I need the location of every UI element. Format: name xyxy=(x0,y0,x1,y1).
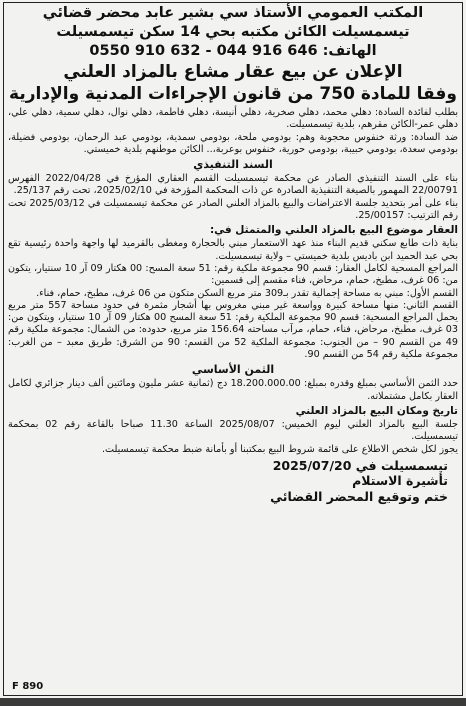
signature-sign: ختم وتوقيع المحضر القضائي xyxy=(270,488,448,504)
price-paragraph: حدد الثمن الأساسي بمبلغ وقدره بمبلغ: 18.200.000.00 دج (ثمانية عشر مليون ومائتين ألف دينار جزائري لكامل العقار بكامل مشتملاته. xyxy=(8,378,459,402)
office-address: تيسمسيلت الكائن مكتبه بحي 14 سكن تيسمسيلت xyxy=(56,24,410,40)
executive-paragraph-1: بناء على السند التنفيذي الصادر عن محكمة تيسمسيلت القسم العقاري المؤرخ في 2022/04/28 الفهرس 22/00791 المهمور بالصيغة التنفيذية الصادرة عن ذات المحكمة المؤرخة في 2025/02/10، تحت رقم 25/137. xyxy=(8,173,458,197)
office-name: المكتب العمومي الأستاذ سي بشير عابد محضر قضائي xyxy=(42,5,424,21)
notice-code: F 890 xyxy=(12,681,44,692)
sale-paragraph-1: جلسة البيع بالمزاد العلني ليوم الخميس: 2025/08/07 الساعة 11.30 صباحا بالقاعة رقم 02 بمحكمة تيسمسيلت. xyxy=(8,418,458,443)
price-title: الثمن الأساسي xyxy=(191,363,275,377)
property-title: العقار موضوع البيع بالمزاد العلني والمتمثل في: xyxy=(209,224,458,237)
property-paragraph-2: المراجع المسحية لكامل العقار: قسم 90 مجموعة ملكية رقم: 51 سعة المسح: 00 هكتار 09 آر 10 سنتيار، يتكون من: 06 غرف، مطبخ، حمام، مرحاض، فناء مقسم إلى قسمين: xyxy=(8,262,458,287)
executive-paragraph-2: بناء على أمر بتحديد جلسة الاعتراضات والبيع بالمزاد العلني الصادر عن محكمة تيسمسيلت في 2025/03/12 تحت رقم الترتيب: 25/00157. xyxy=(8,197,458,222)
notice-frame xyxy=(3,2,463,696)
property-paragraph-1: بناية ذات طابع سكني قديم البناء منذ عهد الاستعمار مبني بالحجارة ومغطى بالقرميد لها واجهة واحدة رئيسية تقع بحي عبد الحميد ابن باديس بلدية خميستي – ولاية تيسمسيلت. xyxy=(8,238,458,262)
signature-stamp: تأشيرة الاستلام xyxy=(352,473,448,489)
bottom-bar xyxy=(0,698,466,706)
notice-title: الإعلان عن بيع عقار مشاع بالمزاد العلني xyxy=(63,62,403,82)
sale-title: تاريخ ومكان البيع بالمزاد العلني xyxy=(295,404,458,417)
property-paragraph-3: القسم الأول: مبني به مساحة إجمالية تقدر بـ309 متر مربع السكن متكون من 06 غرف، مطبخ، حمام، فناء. xyxy=(36,287,458,299)
against-paragraph: ضد السادة: ورثة خنفوس محجوبة وهم: بودومي ملحة، بودومي سمدية، بودومي عبد الرحمان، بودومي فضيلة، بودومي سعدة، بودومي حبيبة، بودومي حورية، خنفوس بوعربة،.. الكائن موطنهم بلدية خميستي. xyxy=(8,131,458,155)
office-phone: الهاتف: 646 916 044 - 632 910 0550 xyxy=(89,43,377,59)
requesters-paragraph: بطلب لفائدة السادة: دهلي محمد، دهلي صخرية، دهلي أنيسة، دهلي فاطمة، دهلي نوال، دهلي سمية، دهلي علي، دهلي عمر-الكائن مقرهم، بلدية تيسمسيلت. xyxy=(8,107,458,131)
signature-place-date: تيسمسيلت في 2025/07/20 xyxy=(272,457,448,473)
executive-title: السند التنفيذي xyxy=(193,158,273,172)
notice-legal-basis: وفقا للمادة 750 من قانون الإجراءات المدنية والإدارية xyxy=(9,84,457,104)
sale-paragraph-2: يجوز لكل شخص الاطلاع على قائمة شروط البيع بمكتبنا أو بأمانة ضبط محكمة تيسمسيلت. xyxy=(101,443,458,455)
property-paragraph-4: القسم الثاني: منها مساحة كبيرة وواسعة غير مبني مغروس بها أشجار مثمرة في حدود مساحة 557 متر مربع يحمل المراجع المسحية: قسم 90 مجموعة الملكية رقم: 51 سعة المسح 00 هكتار 09 آر 10 سنتيار، ويتكون من: 03 غرف، مطبخ، مرحاض، فناء، حمام، مرآب مساحته 156.64 متر مربع، حدوده: من الشمال: مجموعة ملكية رقم 49 من القسم 90 – من الجنوب: مجموعة الملكية 52 من القسم: 90 من الشرق: طريق معبد – من الغرب: مجموعة ملكية رقم 54 من القسم 90. xyxy=(8,299,458,361)
